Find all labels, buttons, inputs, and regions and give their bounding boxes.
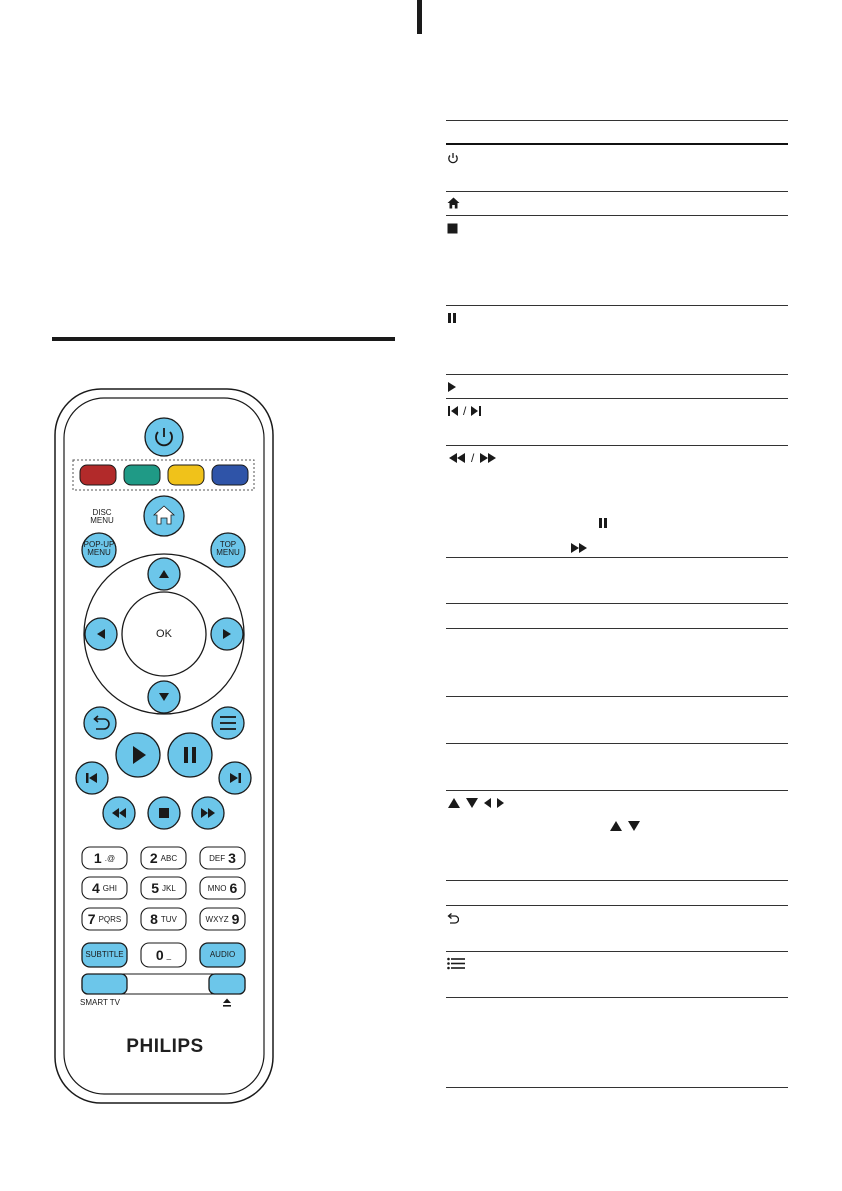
play-icon (447, 381, 457, 393)
number-key-label-7: 7 PQRS (87, 911, 122, 927)
table-row-play (447, 380, 457, 394)
remote-back-button (84, 707, 116, 739)
number-key-label-0: 0 _ (155, 947, 172, 963)
table-rule (446, 398, 788, 399)
table-rule (446, 951, 788, 952)
table-row-home (447, 196, 460, 210)
remote-pause-button (168, 733, 212, 777)
table-rule (446, 1087, 788, 1088)
next-icon (470, 405, 482, 417)
table-rule (446, 696, 788, 697)
audio-label: AUDIO (209, 950, 236, 959)
number-key-label-3: DEF 3 (209, 850, 236, 866)
top-menu-label: TOP MENU (216, 540, 240, 557)
table-row-stop (447, 221, 458, 235)
down-arrow-icon (465, 797, 479, 809)
table-rule (446, 557, 788, 558)
table-header-rule (446, 143, 788, 145)
number-key-label-1: 1 .@ (93, 850, 116, 866)
inline-up-down-icons (609, 819, 641, 833)
table-rule (446, 374, 788, 375)
table-rule (446, 997, 788, 998)
table-rule (446, 628, 788, 629)
table-row-pause (447, 311, 457, 325)
ok-button[interactable] (122, 592, 206, 676)
table-rule (446, 215, 788, 216)
down-arrow-icon (627, 820, 641, 832)
number-key-label-6: MNO 6 (207, 880, 238, 896)
up-arrow-icon (447, 797, 461, 809)
back-icon (447, 912, 459, 924)
table-row-arrow-keys (447, 796, 505, 810)
table-row-rewind-forward: / (447, 451, 498, 465)
philips-logo: PHILIPS (126, 1036, 204, 1057)
table-row-back (447, 911, 459, 925)
table-rule (446, 305, 788, 306)
stop-icon (447, 223, 458, 234)
previous-icon (447, 405, 459, 417)
number-key-label-8: 8 TUV (150, 911, 177, 927)
popup-menu-label: POP-UP MENU (83, 540, 115, 557)
ok-label: OK (156, 628, 172, 640)
table-rule (446, 191, 788, 192)
color-button-2[interactable] (124, 465, 160, 485)
right-arrow-icon (496, 797, 505, 809)
table-rule (446, 120, 788, 121)
rewind-icon (447, 452, 467, 464)
number-key-label-5: 5 JKL (151, 880, 176, 896)
table-row-previous-next: / (447, 404, 482, 418)
power-icon (447, 152, 459, 164)
table-row-options (447, 956, 465, 970)
color-button-3[interactable] (168, 465, 204, 485)
power-button[interactable] (145, 418, 183, 456)
disc-menu-label: DISC MENU (90, 508, 114, 525)
forward-icon (478, 452, 498, 464)
smart-tv-label: SMART TV (80, 998, 121, 1007)
home-button[interactable] (144, 496, 184, 536)
left-arrow-icon (483, 797, 492, 809)
table-rule (446, 445, 788, 446)
remote-eject-button (209, 974, 245, 994)
table-rule (446, 880, 788, 881)
up-arrow-icon (609, 820, 623, 832)
table-rule (446, 790, 788, 791)
table-rule (446, 905, 788, 906)
table-rule (446, 743, 788, 744)
home-icon (447, 197, 460, 209)
stop-icon (159, 808, 169, 818)
color-button-1[interactable] (80, 465, 116, 485)
options-icon (447, 957, 465, 970)
forward-icon (569, 542, 589, 554)
table-rule (446, 603, 788, 604)
remote-smart-tv-button (82, 974, 127, 994)
pause-icon (447, 312, 457, 324)
table-row-power (447, 151, 459, 165)
number-key-label-2: 2 ABC (149, 850, 178, 866)
subtitle-label: SUBTITLE (85, 950, 124, 959)
number-key-label-4: 4 GHI (91, 880, 118, 896)
pause-icon (598, 517, 608, 529)
number-key-label-9: WXYZ 9 (205, 911, 240, 927)
color-button-4[interactable] (212, 465, 248, 485)
